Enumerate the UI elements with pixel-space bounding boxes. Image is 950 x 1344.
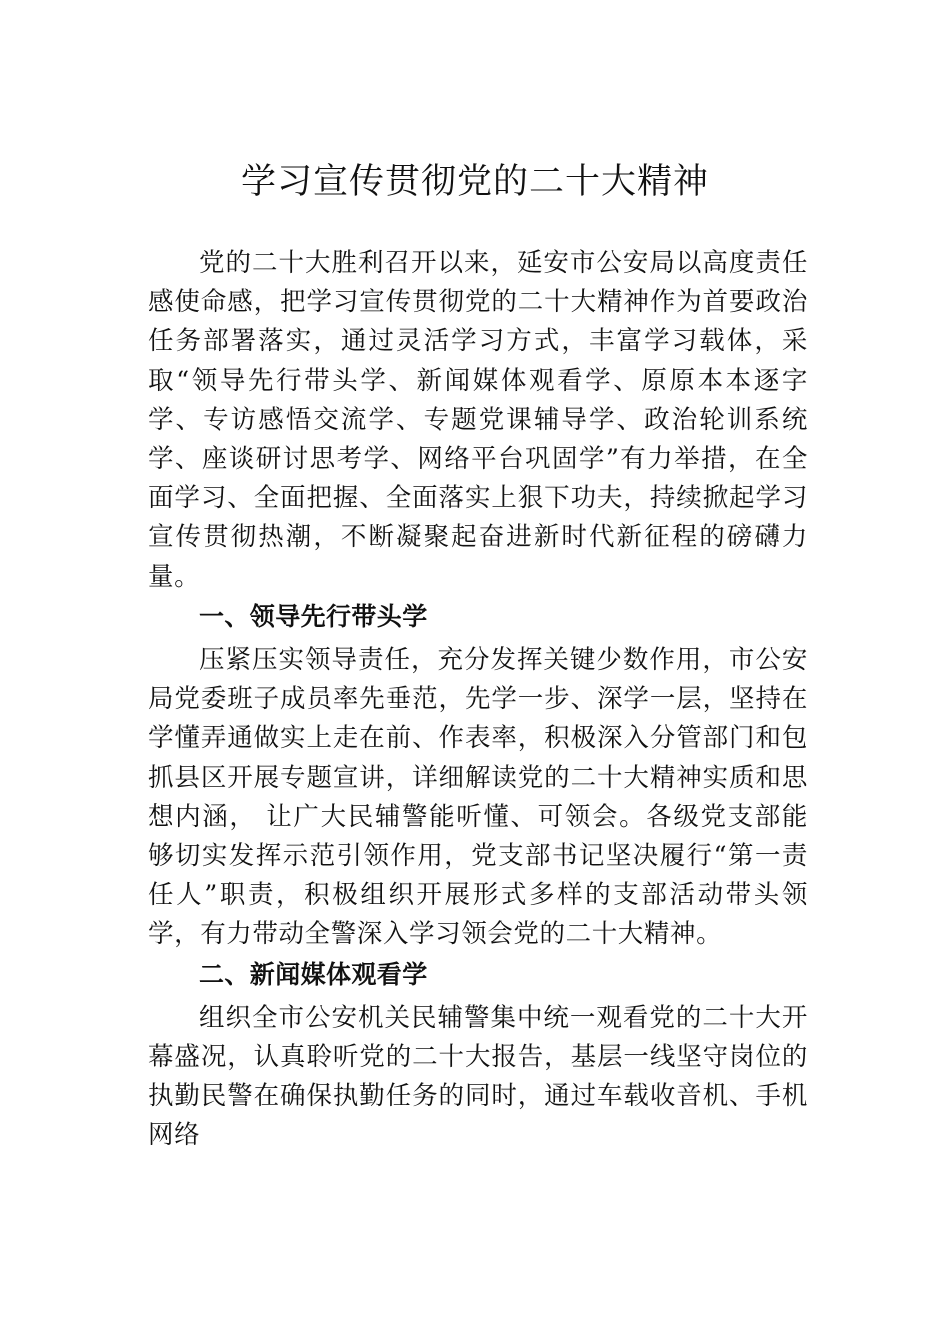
section-2-paragraph: 组织全市公安机关民辅警集中统一观看党的二十大开幕盛况，认真聆听党的二十大报告，基层一线坚守岗位的执勤民警在确保执勤任务的同时，通过车载收音机、手机网络 [148,1002,808,1151]
document-title: 学习宣传贯彻党的二十大精神 [240,162,709,202]
section-heading-1: 一、领导先行带头学 [199,601,428,631]
intro-paragraph: 党的二十大胜利召开以来，延安市公安局以高度责任感使命感，把学习宣传贯彻党的二十大精神作为首要政治任务部署落实，通过灵活学习方式，丰富学习载体，采取“领导先行带头学、新闻媒体观看学、原原本本逐字学、专访感悟交流学、专题党课辅导学、政治轮训系统学、座谈研讨思考学、网络平台巩固学”有力举措，在全面学习、全面把握、全面落实上狠下功夫，持续掀起学习宣传贯彻热潮，不断凝聚起奋进新时代新征程的磅礴力量。 [148,248,808,592]
document-body [148,244,808,1156]
section-1-paragraph: 压紧压实领导责任，充分发挥关键少数作用，市公安局党委班子成员率先垂范，先学一步、深学一层，坚持在学懂弄通做实上走在前、作表率，积极深入分管部门和包抓县区开展专题宣讲，详细解读党的二十大精神实质和思想内涵， 让广大民辅警能听懂、可领会。各级党支部能够切实发挥示范引领作用，党支部书记坚决履行“第一责任人”职责，积极组织开展形式多样的支部活动带头领学，有力带动全警深入学习领会党的二十大精神。 [148,645,808,950]
section-heading-2: 二、新闻媒体观看学 [199,959,428,989]
